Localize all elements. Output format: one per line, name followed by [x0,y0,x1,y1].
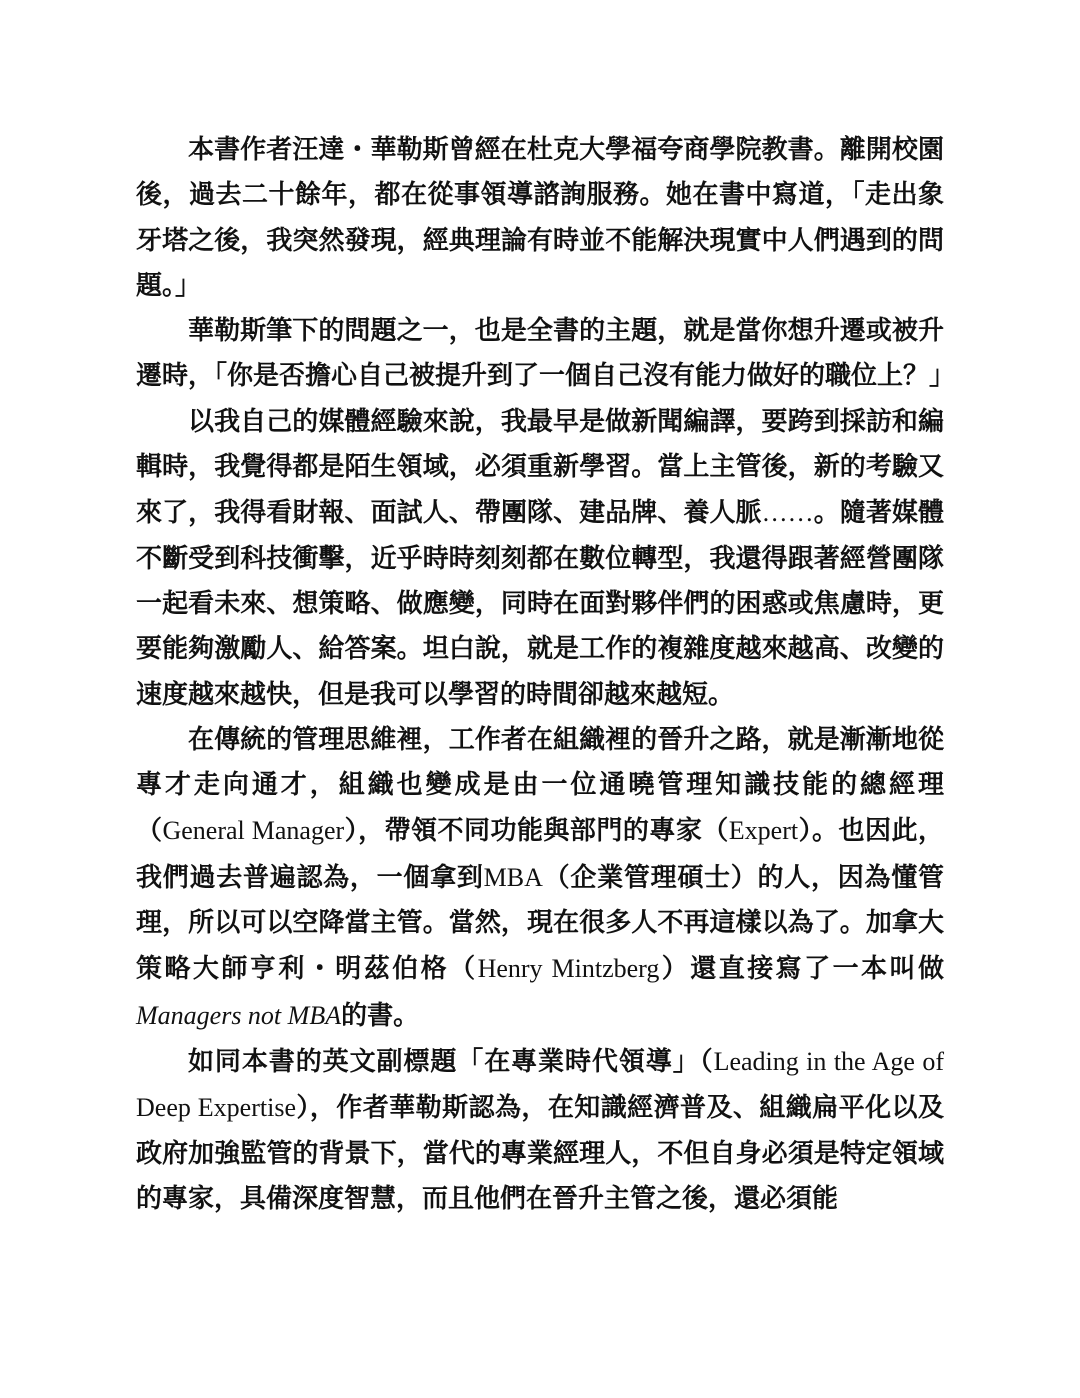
paragraph-traditional-management [136,718,944,1039]
paragraph-text: ）。也因此，我們過去普遍認為，一個拿到 [136,816,944,893]
paragraph-text: ），帶領不同功能與部門的專家（ [344,816,729,847]
paragraph-text: 以我自己的媒體經驗來說，我最早是做新聞編譯，要跨到採訪和編輯時，我覺得都是陌生領域，必須重新學習。當上主管後，新的考驗又來了，我得看財報、面試人、帶團隊、建品牌、養人脈 [136,406,944,529]
paragraph-text: 如同本書的英文副標題「在專業時代領導」（ [188,1046,714,1077]
paragraph-text: ）還直接寫了一本叫做 [659,954,944,985]
latin-term-mba: MBA [483,862,543,892]
paragraph-text: ），作者華勒斯認為，在知識經濟普及、組織扁平化以及政府加強監管的背景下，當代的專業經理人，不但自身必須是特定領域的專家，具備深度智慧，而且他們在晉升主管之後，還必須能 [136,1093,944,1214]
paragraph-media-experience [136,400,944,718]
paragraph-text: （企業管理碩士）的人，因為懂管理，所以可以空降當主管。當然，現在很多人不再這樣以為了。加拿大策略大師亨利・明茲伯格（ [136,862,944,985]
document-page [136,128,956,1222]
latin-term-henry-mintzberg: Henry Mintzberg [477,954,660,984]
latin-term-expert: Expert [728,816,799,846]
paragraph-text: 的書。 [341,1000,420,1031]
latin-term-general-manager: General Manager [162,816,345,846]
book-title-italic: Managers not MBA [136,1000,342,1030]
paragraph-book-theme [136,309,956,400]
paragraph-author-intro [136,128,944,309]
paragraph-text: 。隨著媒體不斷受到科技衝擊，近乎時時刻刻都在數位轉型，我還得跟著經營團隊一起看未來、想策略、做應變，同時在面對夥伴們的困惑或焦慮時，更要能夠激勵人、給答案。坦白說，就是工作的複雜度越來越高、改變的速度越來越快，但是我可以學習的時間卻越來越短。 [136,498,944,710]
paragraph-text: 在傳統的管理思維裡，工作者在組織裡的晉升之路，就是漸漸地從專才走向通才，組織也變成是由一位通曉管理知識技能的總經理（ [136,724,944,847]
paragraph-text: 華勒斯筆下的問題之一，也是全書的主題，就是當你想升遷或被升遷時，「你是否擔心自己被提升到了一個自己沒有能力做好的職位上？」 [136,316,956,392]
paragraph-subtitle-discussion [136,1039,944,1222]
paragraph-text: 本書作者汪達・華勒斯曾經在杜克大學福夸商學院教書。離開校園後，過去二十餘年，都在從事領導諮詢服務。她在書中寫道，「走出象牙塔之後，我突然發現，經典理論有時並不能解決現實中人們遇到的問題。」 [136,135,944,301]
latin-subtitle: Leading in the Age of Deep Expertise [136,1046,944,1123]
ellipsis: …… [761,498,814,528]
